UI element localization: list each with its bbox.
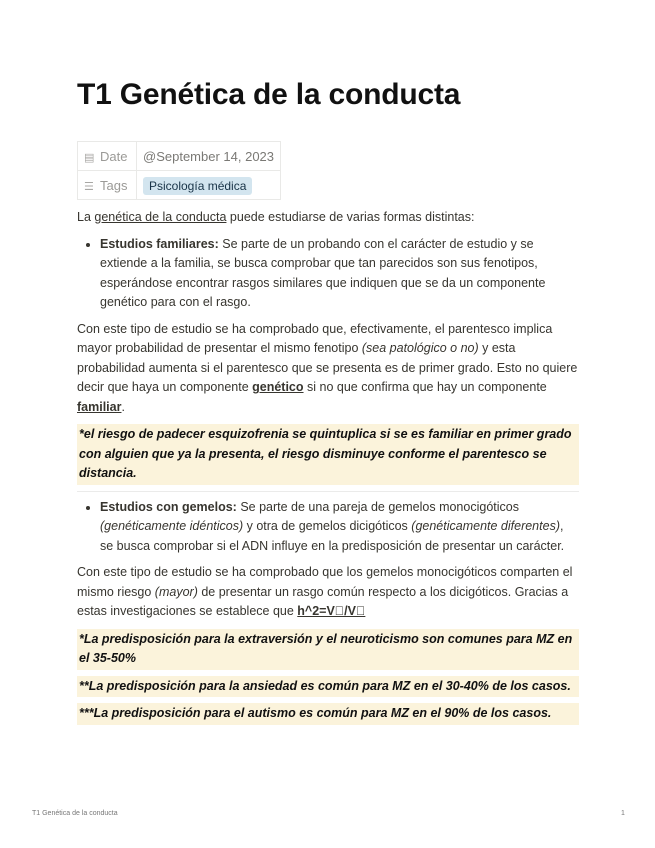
bullet-list	[77, 235, 579, 313]
paragraph: Con este tipo de estudio se ha comprobado que los gemelos monocigóticos comparten el mismo riesgo (mayor) de presentar un rasgo común respecto a los dicigóticos. Gracias a estas investigaciones se establece que h^2=V /V 	[77, 565, 573, 618]
callout-block: **La predisposición para la ansiedad es común para MZ en el 30-40% de los casos.	[77, 676, 579, 698]
callout-block: *La predisposición para la extraversión y el neuroticismo son comunes para MZ en el 35-50%	[77, 629, 579, 670]
property-row-date	[78, 142, 281, 171]
tag-chip[interactable]: Psicología médica	[143, 177, 252, 195]
intro-paragraph: La genética de la conducta puede estudiarse de varias formas distintas:	[77, 210, 475, 224]
property-key: ☰ Tags	[78, 171, 137, 200]
behavior-genetics-link[interactable]: genética de la conducta	[94, 210, 227, 224]
calendar-icon: ▤	[84, 151, 95, 164]
list-item: • Estudios con gemelos: Se parte de una pareja de gemelos monocigóticos (genéticamente idénticos) y otra de gemelos dicigóticos (genéticamente diferentes), se busca comprobar si el ADN influye en la predisposición de presentar un carácter.	[100, 498, 579, 557]
paragraph: Con este tipo de estudio se ha comprobado que, efectivamente, el parentesco implica mayor probabilidad de presentar el mismo fenotipo (sea patológico o no) y esta probabilidad aumenta si el parentesco que se presenta es de primer grado. Esto no quiere decir que haya un componente genético si no que confirma que hay un componente familiar.	[77, 321, 578, 414]
property-row-tags	[78, 171, 281, 200]
list-item: • Estudios familiares: Se parte de un probando con el carácter de estudio y se extiende a la familia, se busca comprobar que tan parecidos son sus fenotipos, esperándose encontrar rasgos similares que indiquen que se da un componente genético para con el rasgo.	[100, 235, 579, 313]
list-icon: ☰	[84, 180, 94, 193]
property-key: ▤ Date	[78, 142, 137, 171]
footer-title: T1 Genética de la conducta	[32, 810, 118, 817]
properties-table	[77, 141, 281, 200]
page-title: T1 Genética de la conducta	[77, 78, 461, 111]
page-number: 1	[621, 810, 625, 817]
callout-block: ***La predisposición para el autismo es común para MZ en el 90% de los casos.	[77, 703, 579, 725]
property-date-value[interactable]: @September 14, 2023	[137, 142, 281, 171]
page-content	[77, 208, 579, 731]
heritability-formula: h^2=V /V 	[297, 604, 366, 618]
property-tags-value[interactable]	[137, 171, 281, 200]
bullet-list	[77, 498, 579, 557]
divider	[77, 491, 579, 492]
callout-block: *el riesgo de padecer esquizofrenia se quintuplica si se es familiar en primer grado con alguien que ya la presenta, el riesgo disminuye conforme el parentesco se distancia.	[77, 424, 579, 485]
